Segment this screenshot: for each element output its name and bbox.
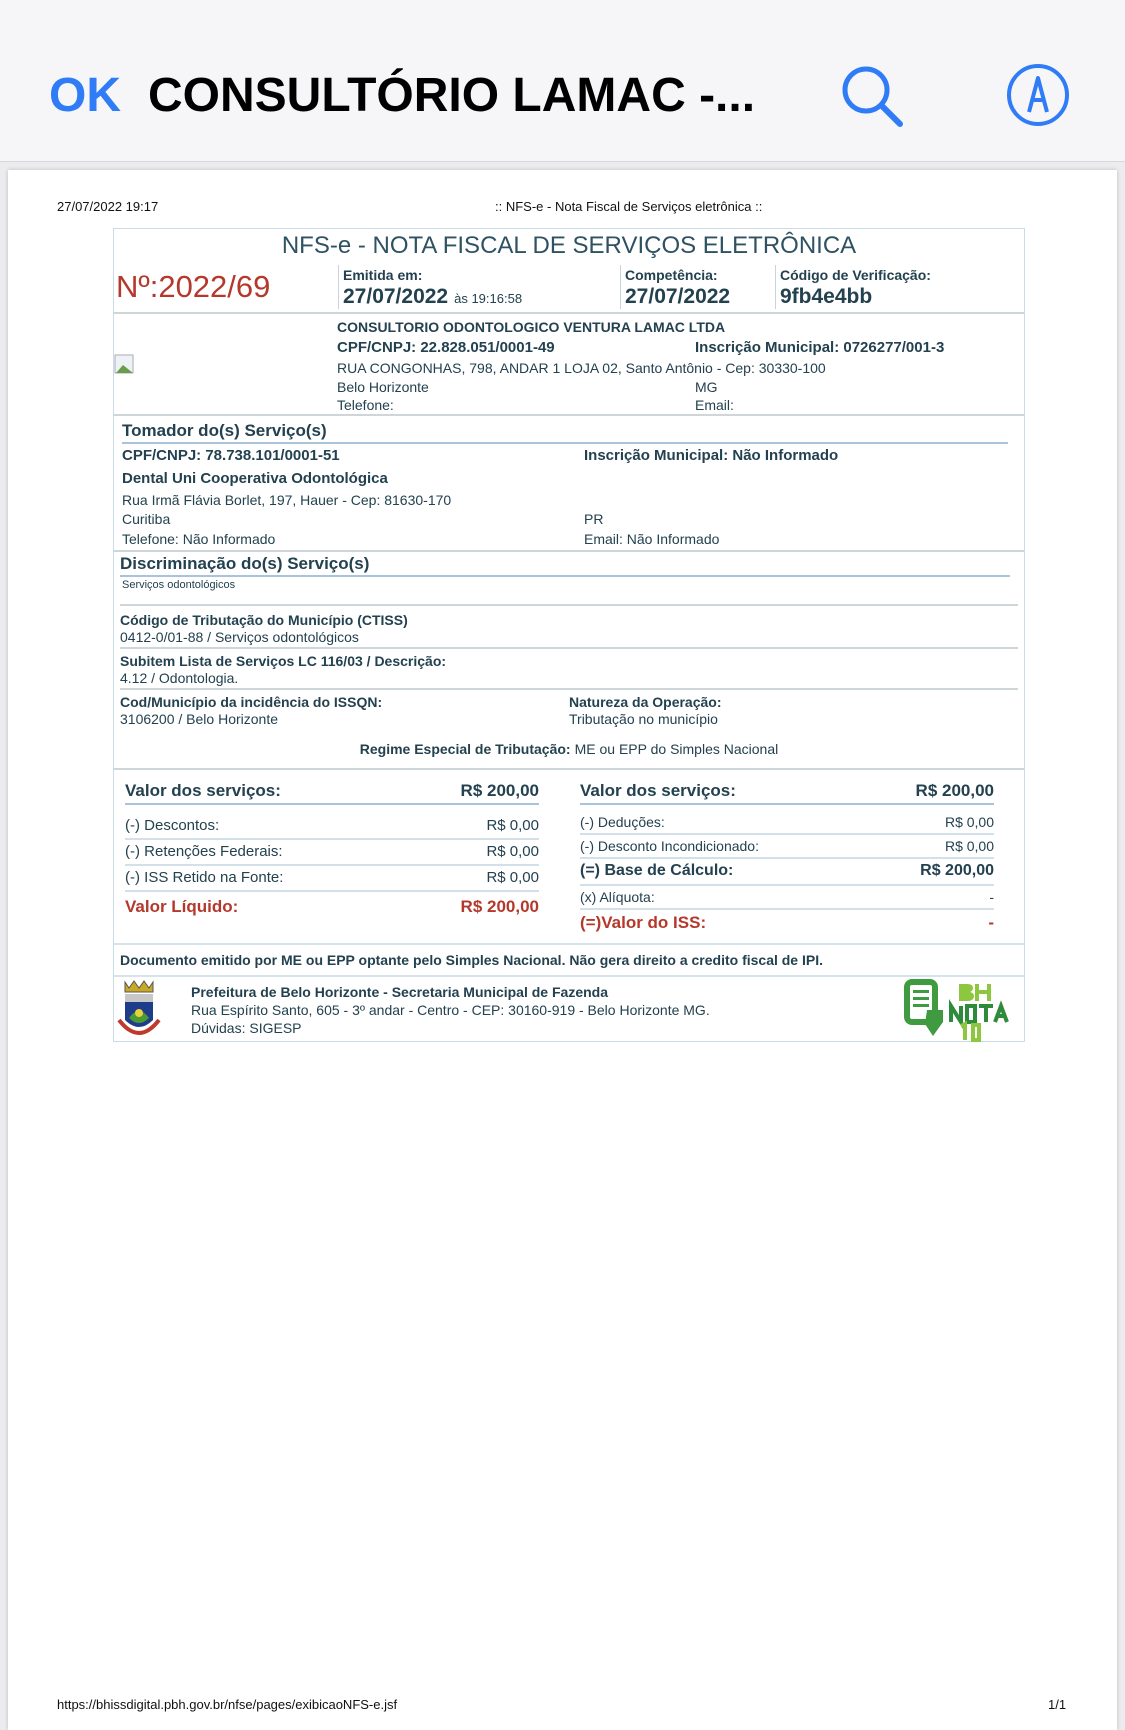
liquido-label: Valor Líquido: xyxy=(125,897,239,916)
markup-pen-icon[interactable] xyxy=(1005,62,1071,128)
municipio-label: Cod/Município da incidência do ISSQN: xyxy=(120,694,383,710)
bh-coat-of-arms-icon xyxy=(115,980,163,1042)
tomador-cidade: Curitiba xyxy=(122,511,171,527)
regime-especial xyxy=(113,740,1025,758)
document-title: CONSULTÓRIO LAMAC -... xyxy=(148,69,756,122)
deducoes-label: (-) Deduções: xyxy=(580,814,665,830)
nota-numero: Nº:2022/69 xyxy=(116,269,271,304)
rodape-linha1: Prefeitura de Belo Horizonte - Secretaria Municipal de Fazenda xyxy=(191,984,608,1000)
right-servicos-value: R$ 200,00 xyxy=(915,781,994,800)
iss-retido-value: R$ 0,00 xyxy=(486,869,539,886)
valor-iss-label: (=)Valor do ISS: xyxy=(580,913,707,932)
prestador-cidade: Belo Horizonte xyxy=(337,379,429,395)
left-servicos-label: Valor dos serviços: xyxy=(125,781,281,800)
bh-nota-10-logo xyxy=(903,976,1025,1042)
ctiss-value: 0412-0/01-88 / Serviços odontológicos xyxy=(120,629,359,645)
codigo-label: Código de Verificação: xyxy=(780,267,931,283)
prestador-telefone: Telefone: xyxy=(337,397,394,413)
base-label: (=) Base de Cálculo: xyxy=(580,862,734,879)
emitida-label: Emitida em: xyxy=(343,267,423,283)
competencia-label: Competência: xyxy=(625,267,718,283)
prestador-uf: MG xyxy=(695,379,718,395)
prestador-endereco: RUA CONGONHAS, 798, ANDAR 1 LOJA 02, Santo Antônio - Cep: 30330-100 xyxy=(337,360,826,376)
municipio-value: 3106200 / Belo Horizonte xyxy=(120,711,278,727)
desc-incond-value: R$ 0,00 xyxy=(944,838,994,854)
subitem-value: 4.12 / Odontologia. xyxy=(120,670,239,686)
retencoes-value: R$ 0,00 xyxy=(486,843,539,860)
tomador-im: Inscrição Municipal: Não Informado xyxy=(584,447,839,464)
broken-image-icon xyxy=(114,354,136,376)
nota-title: NFS-e - NOTA FISCAL DE SERVIÇOS ELETRÔNICA xyxy=(281,232,857,259)
rodape-linha3: Dúvidas: SIGESP xyxy=(191,1020,302,1036)
iss-retido-label: (-) ISS Retido na Fonte: xyxy=(125,869,284,886)
print-url: https://bhissdigital.pbh.gov.br/nfse/pages/exibicaoNFS-e.jsf xyxy=(57,1697,398,1712)
print-datetime: 27/07/2022 19:17 xyxy=(57,199,159,214)
discriminacao-heading: Discriminação do(s) Serviço(s) xyxy=(120,554,370,573)
aviso-simples: Documento emitido por ME ou EPP optante pelo Simples Nacional. Não gera direito a credito fiscal de IPI. xyxy=(120,952,823,968)
tomador-email: Email: Não Informado xyxy=(584,531,720,547)
prestador-email: Email: xyxy=(695,397,734,413)
tomador-telefone: Telefone: Não Informado xyxy=(122,531,276,547)
prestador-nome: CONSULTORIO ODONTOLOGICO VENTURA LAMAC LTDA xyxy=(337,319,726,335)
aliquota-value: - xyxy=(989,889,994,905)
regime-label: Regime Especial de Tributação: xyxy=(359,741,571,757)
tomador-heading: Tomador do(s) Serviço(s) xyxy=(122,421,327,440)
codigo-verificacao: 9fb4e4bb xyxy=(780,285,873,308)
valor-iss-value: - xyxy=(988,913,994,932)
aliquota-label: (x) Alíquota: xyxy=(580,889,655,905)
tomador-uf: PR xyxy=(584,511,604,527)
liquido-value: R$ 200,00 xyxy=(460,897,539,916)
natureza-label: Natureza da Operação: xyxy=(569,694,722,710)
tomador-cnpj: CPF/CNPJ: 78.738.101/0001-51 xyxy=(122,447,340,464)
retencoes-label: (-) Retenções Federais: xyxy=(125,843,283,860)
tomador-nome: Dental Uni Cooperativa Odontológica xyxy=(122,470,388,487)
page-number: 1/1 xyxy=(1048,1697,1067,1712)
print-title: :: NFS-e - Nota Fiscal de Serviços eletrônica :: xyxy=(495,199,763,214)
search-icon[interactable] xyxy=(838,62,906,130)
left-servicos-value: R$ 200,00 xyxy=(460,781,539,800)
prestador-cnpj: CPF/CNPJ: 22.828.051/0001-49 xyxy=(337,339,555,356)
emitida-datetime xyxy=(343,284,522,310)
desc-incond-label: (-) Desconto Incondicionado: xyxy=(580,838,759,854)
ctiss-label: Código de Tributação do Município (CTISS) xyxy=(120,612,408,628)
right-servicos-label: Valor dos serviços: xyxy=(580,781,736,800)
rodape-linha2: Rua Espírito Santo, 605 - 3º andar - Centro - CEP: 30160-919 - Belo Horizonte MG. xyxy=(191,1002,710,1018)
discriminacao-texto: Serviços odontológicos xyxy=(122,579,236,591)
prestador-im: Inscrição Municipal: 0726277/001-3 xyxy=(695,339,945,356)
emitida-time: às 19:16:58 xyxy=(454,291,523,306)
regime-value: ME ou EPP do Simples Nacional xyxy=(574,741,779,757)
descontos-label: (-) Descontos: xyxy=(125,817,220,834)
competencia-value: 27/07/2022 xyxy=(625,285,731,308)
tomador-endereco: Rua Irmã Flávia Borlet, 197, Hauer - Cep: 81630-170 xyxy=(122,492,452,508)
emitida-date: 27/07/2022 xyxy=(343,285,449,308)
deducoes-value: R$ 0,00 xyxy=(944,814,994,830)
ok-button[interactable]: OK xyxy=(49,69,121,122)
base-value: R$ 200,00 xyxy=(920,862,994,879)
descontos-value: R$ 0,00 xyxy=(486,817,539,834)
natureza-value: Tributação no município xyxy=(569,711,718,727)
subitem-label: Subitem Lista de Serviços LC 116/03 / Descrição: xyxy=(120,653,447,669)
top-bar xyxy=(0,0,1125,162)
